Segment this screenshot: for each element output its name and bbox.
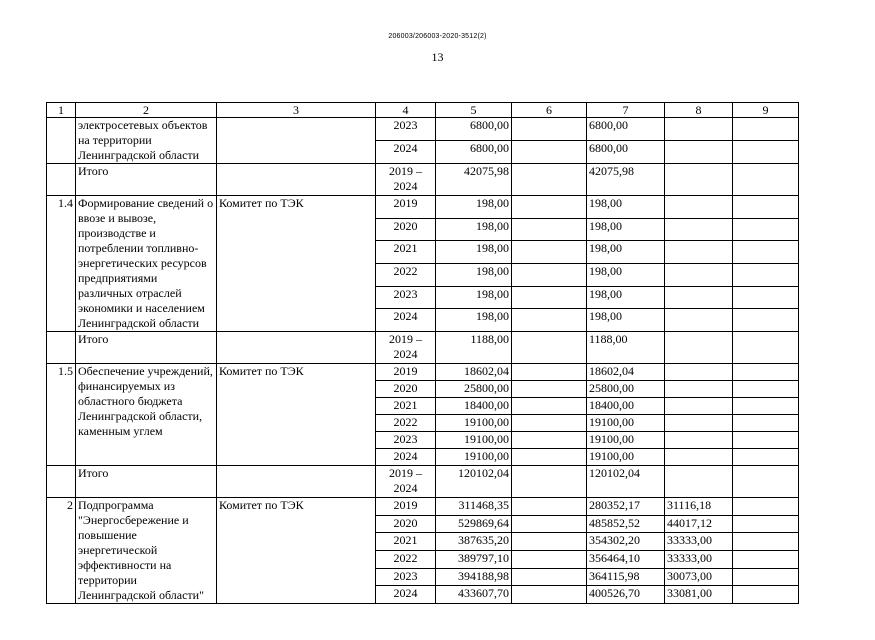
amount-total: 198,00 [436,263,512,286]
amount-other [733,196,799,219]
amount-regional: 485852,52 [587,515,665,533]
amount-federal [512,196,587,219]
total-executor-cell [217,466,376,498]
amount-local: 33333,00 [665,533,733,551]
item-name-text: электросетевых объектов на территории Ленинградской области [78,118,208,162]
column-header: 6 [512,103,587,118]
year-cell: 2024 [376,141,436,164]
total-amount-federal [512,466,587,498]
amount-total: 25800,00 [436,381,512,398]
amount-federal [512,432,587,449]
amount-local [665,364,733,381]
total-amount-local [665,332,733,364]
item-name-text: Обеспечение учреждений, финансируемых из областного бюджета Ленинградской области, каменным углем [78,364,213,438]
amount-local [665,381,733,398]
total-amount: 42075,98 [436,164,512,196]
item-name-text: Формирование сведений о ввозе и вывозе, производстве и потреблении топливно-энергетических ресурсов предприятиями различных отраслей экономики и населением Ленинградской области [78,196,214,330]
amount-other [733,118,799,141]
item-name [76,364,217,466]
item-name [76,118,217,164]
amount-local [665,415,733,432]
column-header: 7 [587,103,665,118]
amount-total: 198,00 [436,241,512,264]
amount-other [733,263,799,286]
amount-federal [512,141,587,164]
amount-other [733,381,799,398]
amount-other [733,364,799,381]
total-number-cell [47,164,76,196]
total-row [47,332,799,364]
amount-total: 311468,35 [436,498,512,516]
table-row [47,498,799,516]
column-header: 9 [733,103,799,118]
page-number: 13 [431,50,444,64]
executor [217,118,376,164]
amount-regional: 198,00 [587,218,665,241]
amount-local [665,309,733,332]
amount-other [733,449,799,466]
total-label: Итого [76,332,217,364]
year-cell: 2024 [376,586,436,604]
column-header: 3 [217,103,376,118]
amount-federal [512,364,587,381]
amount-federal [512,586,587,604]
amount-regional: 6800,00 [587,118,665,141]
amount-regional: 356464,10 [587,550,665,568]
amount-federal [512,515,587,533]
total-label: Итого [76,164,217,196]
amount-federal [512,286,587,309]
total-amount-regional: 1188,00 [587,332,665,364]
amount-regional: 25800,00 [587,381,665,398]
total-executor-cell [217,332,376,364]
amount-other [733,515,799,533]
amount-other [733,498,799,516]
item-number: 1.4 [47,196,76,332]
year-cell: 2024 [376,449,436,466]
item-name [76,196,217,332]
amount-other [733,550,799,568]
total-amount-federal [512,332,587,364]
year-cell: 2019 [376,364,436,381]
item-name-text: Подпрограмма "Энергосбережение и повышение энергетической эффективности на территории Ленинградской области" [78,498,204,602]
amount-federal [512,415,587,432]
total-amount-regional: 42075,98 [587,164,665,196]
amount-other [733,398,799,415]
document-id: 206003/206003-2020-3512(2) [388,33,487,40]
amount-local [665,118,733,141]
table-row [47,118,799,141]
amount-other [733,568,799,586]
amount-regional: 18602,04 [587,364,665,381]
amount-local [665,432,733,449]
year-cell: 2021 [376,398,436,415]
total-executor-cell [217,164,376,196]
year-cell: 2023 [376,118,436,141]
total-row [47,466,799,498]
amount-total: 198,00 [436,286,512,309]
total-amount-other [733,332,799,364]
year-cell: 2020 [376,381,436,398]
amount-total: 18400,00 [436,398,512,415]
amount-total: 198,00 [436,196,512,219]
amount-total: 433607,70 [436,586,512,604]
year-cell: 2021 [376,533,436,551]
amount-other [733,415,799,432]
amount-federal [512,498,587,516]
total-amount-federal [512,164,587,196]
amount-total: 198,00 [436,218,512,241]
amount-federal [512,398,587,415]
year-cell: 2023 [376,568,436,586]
year-cell: 2020 [376,515,436,533]
year-cell: 2020 [376,218,436,241]
year-cell: 2019 [376,196,436,219]
year-cell: 2023 [376,286,436,309]
total-years: 2019 – 2024 [376,466,436,498]
year-cell: 2022 [376,550,436,568]
amount-regional: 354302,20 [587,533,665,551]
amount-local [665,218,733,241]
total-number-cell [47,466,76,498]
total-amount-regional: 120102,04 [587,466,665,498]
year-cell: 2024 [376,309,436,332]
amount-regional: 280352,17 [587,498,665,516]
total-amount-other [733,164,799,196]
amount-federal [512,309,587,332]
item-number [47,118,76,164]
year-cell: 2023 [376,432,436,449]
column-header: 4 [376,103,436,118]
total-amount-local [665,466,733,498]
amount-regional: 198,00 [587,263,665,286]
amount-total: 19100,00 [436,449,512,466]
amount-other [733,286,799,309]
amount-other [733,586,799,604]
amount-federal [512,218,587,241]
year-cell: 2022 [376,263,436,286]
amount-local [665,398,733,415]
amount-federal [512,449,587,466]
amount-local: 31116,18 [665,498,733,516]
amount-regional: 18400,00 [587,398,665,415]
amount-local [665,196,733,219]
total-years: 2019 – 2024 [376,332,436,364]
amount-other [733,218,799,241]
column-header: 8 [665,103,733,118]
amount-total: 198,00 [436,309,512,332]
amount-total: 387635,20 [436,533,512,551]
table-row [47,364,799,381]
amount-total: 394188,98 [436,568,512,586]
amount-total: 18602,04 [436,364,512,381]
executor: Комитет по ТЭК [217,364,376,466]
table-row [47,196,799,219]
amount-federal [512,241,587,264]
column-header: 5 [436,103,512,118]
amount-local [665,286,733,309]
executor: Комитет по ТЭК [217,196,376,332]
amount-other [733,241,799,264]
amount-regional: 6800,00 [587,141,665,164]
amount-federal [512,550,587,568]
amount-total: 19100,00 [436,415,512,432]
amount-total: 6800,00 [436,118,512,141]
amount-federal [512,118,587,141]
amount-local [665,141,733,164]
item-name [76,498,217,604]
amount-regional: 19100,00 [587,449,665,466]
amount-regional: 19100,00 [587,415,665,432]
budget-table [46,102,799,604]
year-cell: 2021 [376,241,436,264]
amount-federal [512,263,587,286]
amount-federal [512,568,587,586]
column-header: 2 [76,103,217,118]
amount-regional: 19100,00 [587,432,665,449]
amount-federal [512,381,587,398]
total-amount: 120102,04 [436,466,512,498]
total-amount-local [665,164,733,196]
amount-local [665,241,733,264]
item-number: 1.5 [47,364,76,466]
amount-local: 44017,12 [665,515,733,533]
amount-total: 529869,64 [436,515,512,533]
total-amount: 1188,00 [436,332,512,364]
total-years: 2019 – 2024 [376,164,436,196]
amount-other [733,533,799,551]
executor: Комитет по ТЭК [217,498,376,604]
column-header-row [47,103,799,118]
column-header: 1 [47,103,76,118]
amount-total: 389797,10 [436,550,512,568]
amount-local [665,449,733,466]
amount-regional: 400526,70 [587,586,665,604]
amount-total: 6800,00 [436,141,512,164]
amount-regional: 198,00 [587,309,665,332]
year-cell: 2022 [376,415,436,432]
total-amount-other [733,466,799,498]
year-cell: 2019 [376,498,436,516]
amount-regional: 198,00 [587,286,665,309]
amount-regional: 364115,98 [587,568,665,586]
total-label: Итого [76,466,217,498]
amount-local: 33081,00 [665,586,733,604]
amount-local: 30073,00 [665,568,733,586]
amount-regional: 198,00 [587,241,665,264]
amount-total: 19100,00 [436,432,512,449]
amount-local [665,263,733,286]
amount-other [733,141,799,164]
amount-other [733,432,799,449]
total-row [47,164,799,196]
total-number-cell [47,332,76,364]
amount-federal [512,533,587,551]
item-number: 2 [47,498,76,604]
amount-other [733,309,799,332]
amount-regional: 198,00 [587,196,665,219]
amount-local: 33333,00 [665,550,733,568]
